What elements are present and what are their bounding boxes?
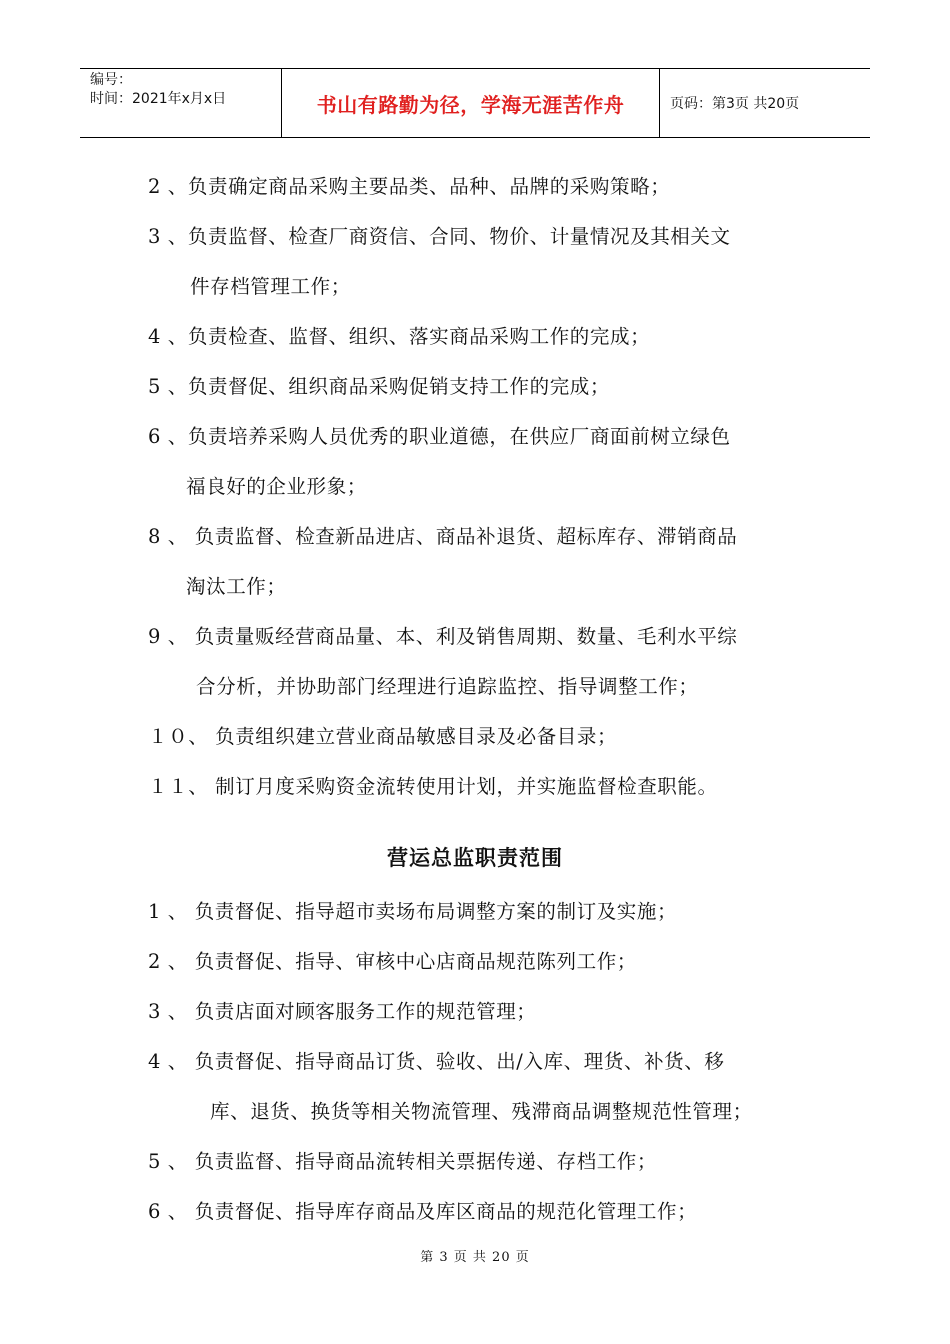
body-line: 3 、负责监督、检查厂商资信、合同、物价、计量情况及其相关文: [148, 225, 731, 248]
section-title: 营运总监职责范围: [387, 846, 563, 870]
document-date: 时间：2021年x月x日: [90, 91, 227, 107]
body-line: 2 、负责确定商品采购主要品类、品种、品牌的采购策略；: [148, 175, 671, 198]
body-line: 3 、 负责店面对顾客服务工作的规范管理；: [148, 1000, 537, 1023]
header-motto: 书山有路勤为径，学海无涯苦作舟: [282, 69, 660, 137]
body-line: 6 、 负责督促、指导库存商品及库区商品的规范化管理工作；: [148, 1200, 698, 1223]
body-line: 4 、负责检查、监督、组织、落实商品采购工作的完成；: [148, 325, 651, 348]
body-line: 2 、 负责督促、指导、审核中心店商品规范陈列工作；: [148, 950, 637, 973]
header-page-info: 页码：第3页 共20页: [670, 96, 800, 112]
page-footer: 第 3 页 共 20 页: [420, 1250, 530, 1265]
body-line: １１、 制订月度采购资金流转使用计划，并实施监督检查职能。: [148, 775, 718, 798]
body-line: 8 、 负责监督、检查新品进店、商品补退货、超标库存、滞销商品: [148, 525, 738, 548]
header-meta: [80, 69, 282, 137]
body-line: 福良好的企业形象；: [186, 475, 367, 498]
body-line: １０、 负责组织建立营业商品敏感目录及必备目录；: [148, 725, 618, 748]
body-line: 淘汰工作；: [186, 575, 287, 598]
body-line: 合分析，并协助部门经理进行追踪监控、指导调整工作；: [196, 675, 699, 698]
body-line: 1 、 负责督促、指导超市卖场布局调整方案的制订及实施；: [148, 900, 678, 923]
body-line: 4 、 负责督促、指导商品订货、验收、出/入库、理货、补货、移: [148, 1050, 725, 1073]
body-line: 5 、 负责监督、指导商品流转相关票据传递、存档工作；: [148, 1150, 658, 1173]
body-line: 6 、负责培养采购人员优秀的职业道德，在供应厂商面前树立绿色: [148, 425, 731, 448]
body-line: 库、退货、换货等相关物流管理、残滞商品调整规范性管理；: [210, 1100, 753, 1123]
body-line: 件存档管理工作；: [190, 275, 351, 298]
body-line: 5 、负责督促、组织商品采购促销支持工作的完成；: [148, 375, 611, 398]
document-number: 编号：: [90, 72, 132, 88]
body-line: 9 、 负责量贩经营商品量、本、利及销售周期、数量、毛利水平综: [148, 625, 738, 648]
page-header: [80, 68, 870, 138]
